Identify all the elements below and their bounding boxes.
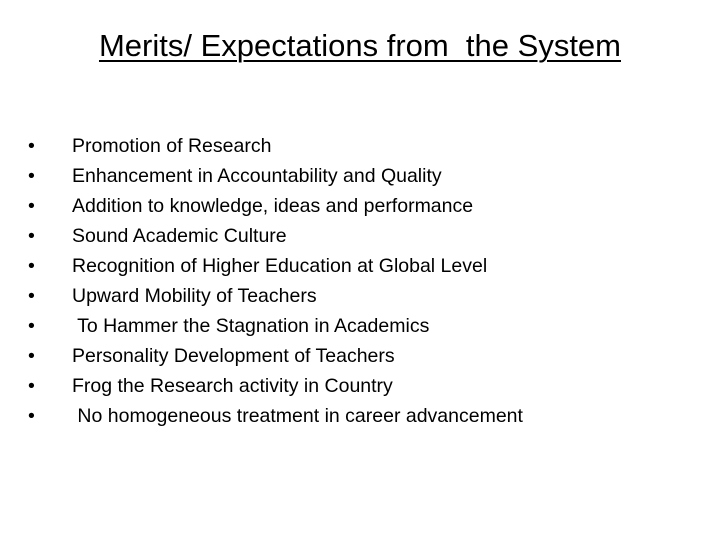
list-item xyxy=(28,221,523,251)
bullet-icon: • xyxy=(28,315,35,337)
bullet-text: No homogeneous treatment in career advancement xyxy=(72,405,523,427)
list-item xyxy=(28,131,523,161)
bullet-text: Addition to knowledge, ideas and performance xyxy=(72,195,474,217)
bullet-icon: • xyxy=(28,255,35,277)
list-item xyxy=(28,161,523,191)
bullet-icon: • xyxy=(28,405,35,427)
slide-title: Merits/ Expectations from the System xyxy=(98,28,621,63)
bullet-text: Sound Academic Culture xyxy=(72,225,287,247)
list-item xyxy=(28,341,523,371)
bullet-icon: • xyxy=(28,135,35,157)
bullet-icon: • xyxy=(28,165,35,187)
bullet-text: Upward Mobility of Teachers xyxy=(72,285,317,307)
bullet-text: Promotion of Research xyxy=(72,135,272,157)
bullet-text: Personality Development of Teachers xyxy=(72,345,395,367)
bullet-list xyxy=(28,131,523,431)
list-item xyxy=(28,191,523,221)
bullet-text: Frog the Research activity in Country xyxy=(72,375,393,397)
bullet-icon: • xyxy=(28,285,35,307)
bullet-text: To Hammer the Stagnation in Academics xyxy=(72,315,430,337)
bullet-icon: • xyxy=(28,195,35,217)
bullet-text: Recognition of Higher Education at Global Level xyxy=(72,255,488,277)
bullet-icon: • xyxy=(28,345,35,367)
bullet-icon: • xyxy=(28,375,35,397)
list-item xyxy=(28,371,523,401)
list-item xyxy=(28,311,523,341)
list-item xyxy=(28,251,523,281)
list-item xyxy=(28,281,523,311)
bullet-text: Enhancement in Accountability and Quality xyxy=(72,165,442,187)
bullet-icon: • xyxy=(28,225,35,247)
list-item xyxy=(28,401,523,431)
